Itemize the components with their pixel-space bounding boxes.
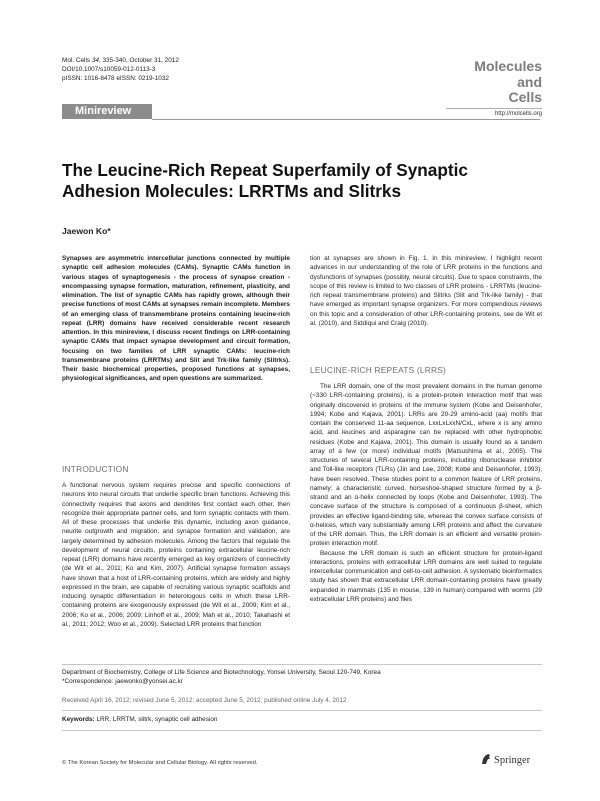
volume: 34 bbox=[91, 57, 99, 64]
section-heading-lrr: LEUCINE-RICH REPEATS (LRRS) bbox=[310, 365, 447, 375]
logo-line-3: Cells bbox=[508, 89, 542, 105]
logo-line-2: and bbox=[517, 73, 542, 90]
journal-citation bbox=[62, 56, 179, 84]
logo-line-1: Molecules bbox=[474, 58, 542, 74]
springer-wordmark: Springer bbox=[494, 755, 531, 766]
correspondence: *Correspondence: jaewonko@yonsei.ac.kr bbox=[62, 678, 183, 686]
intro-continuation bbox=[310, 254, 542, 328]
abstract-text: Synapses are asymmetric intercellular junctions connected by multiple synaptic cell adhesion molecules (CAMs). Synaptic CAMs function in various stages of synaptogenesis - the process of synapse creation - encompassing synapse formation, maturation, refinement, plasticity, and elimination. The list of synaptic CAMs has rapidly grown, although their precise functions of most CAMs at synapses remain incomplete. Members of an emerging class of transmembrane proteins containing leucine-rich repeat (LRR) domains have received considerable recent research attention. In this minireview, I discuss recent findings on LRR-containing synaptic CAMs that impact synapse development and circuit formation, focusing on two families of LRR synaptic CAMs: leucine-rich transmembrane proteins (LRRTMs) and Slit and Trk-like family (Slitrks). Their basic biochemical properties, proposed functions at synapses, physiological significances, and open questions are summarized. bbox=[62, 255, 290, 383]
lrr-paragraph-2: Because the LRR domain is such an efficient structure for protein-ligand interactions, proteins with extracellular LRR domains are well suited to regulate intercellular communication and cell-to-cell adhesion. A systematic bioinformatics study has shown that extracellular LRR domain-containing proteins have greatly expanded in mammals (135 in mouse, 139 in human) compared with worms (29 extracellular LRR proteins) and flies bbox=[310, 549, 542, 603]
dates-divider bbox=[62, 710, 542, 711]
keywords-list: LRR, LRRTM, slitrk, synaptic cell adhesion bbox=[94, 716, 218, 723]
affiliation: Department of Biochemistry, College of Life Science and Biotechnology, Yonsei University, Seoul 120-749, Korea bbox=[62, 669, 381, 676]
publisher-logo bbox=[480, 753, 530, 768]
lrr-paragraph-1: The LRR domain, one of the most prevalent domains in the human genome (~330 LRR-containing proteins), is a protein-protein interaction motif that was originally discovered in proteins of the immune system (Kobe and Deisenhofer, 1994; Kobe and Kajava, 2001). LRRs are 20-29 amino-acid (aa) motifs that contain the conserved 11-aa sequence, LxxLxLxxN/CxL, where x is any amino acid, and leucines and asparagine can be replaced with other hydrophobic residues (Kobe and Kajava, 2001). This domain is usually found as a tandem array of a few (or more) individual motifs (Matsushima et al., 2005). The structures of several LRR-containing proteins, including ribonuclease inhibitor and Toll-like receptors (TLRs) (Jin and Lee, 2008; Kobe and Deisenhofer, 1993), have been resolved. These studies point to a common feature of LRR proteins, namely: a characteristic curved, horseshoe-shaped structure formed by a β-strand and an α-helix connected by loops (Kobe and Deisenhofer, 1993). The concave surface of the structure is composed of a continuous β-sheet, which provides an effective ligand-binding site, whereas the convex surface consists of α-helices, which vary substantially among LRR proteins and affect the curvature of the LRR domain. Thus, the LRR domain is an efficient and versatile protein-protein interaction motif. bbox=[310, 383, 542, 548]
author-name: Jaewon Ko* bbox=[62, 226, 111, 236]
intro-paragraph: A functional nervous system requires precise and specific connections of neurons into neural circuits that underlie specific brain functions. Achieving this connectivity requires that axons and dendrites first contact each other, then recognize their appropriate partner cells, and form synaptic contacts with them. All of these processes that underlie this dynamic, including axon guidance, neurite outgrowth and migration, and synapse formation and validation, are largely determined by adhesion molecules. Among the factors that regulate the development of neural circuits, proteins containing extracellular leucine-rich repeat (LRR) domains have recently emerged as key organizers of connectivity (de Wit et al., 2011; Ko and Kim, 2007). Artificial synapse formation assays have shown that a host of LRR-containing proteins, which are widely and highly expressed in the brain, are capable of recruiting various synaptic scaffolds and inducing synaptic differentiation in heterologous cells in which these LRR-containing proteins are exogenously expressed (de Wit et al., 2009; Kim et al., 2006; Ko et al., 2006; 2009; Linhoff et al., 2009; Mah et al., 2010; Takahashi et al., 2011; 2012; Woo et al., 2009). Selected LRR proteins that function bbox=[62, 482, 290, 628]
springer-horse-icon bbox=[480, 753, 492, 768]
journal-url: http://molcells.org bbox=[446, 108, 542, 117]
journal-logo bbox=[446, 59, 542, 117]
intro-continuation-text: tion at synapses are shown in Fig. 1. In this minireview, I highlight recent advances in our understanding of the role of LRR proteins in the functions and dysfunctions of synapses (possibly, neural circuits). Due to space constraints, the scope of this review is limited to two classes of LRR proteins - LRRTMs (leucine-rich repeat transmembrane proteins) and Slitrks (Slit and Trk-like family) - that have emerged as important synapse organizers. For more compendious reviews on this topic and a consideration of other LRR-containing proteins, see de Wit et al. (2010), and Siddiqui and Craig (2010). bbox=[310, 255, 542, 327]
keywords-label: Keywords: bbox=[62, 716, 95, 723]
header-divider bbox=[152, 119, 540, 120]
article-type-badge: Minireview bbox=[62, 104, 152, 119]
affiliation-block bbox=[62, 668, 381, 686]
introduction-body bbox=[62, 481, 290, 629]
keywords bbox=[62, 716, 217, 723]
lrr-body bbox=[310, 382, 542, 604]
issn: pISSN: 1016-8478 eISSN: 0219-1032 bbox=[62, 75, 169, 83]
article-title: The Leucine-Rich Repeat Superfamily of Synaptic Adhesion Molecules: LRRTMs and Slitrks bbox=[62, 160, 468, 201]
section-heading-introduction: INTRODUCTION bbox=[62, 464, 129, 474]
footer-divider bbox=[62, 664, 542, 665]
citation-line: Mol. Cells 34, 335-340, October 31, 2012 bbox=[62, 57, 179, 64]
doi: DOI/10.1007/s10059-012-0113-3 bbox=[62, 66, 156, 74]
keywords-divider bbox=[62, 730, 542, 731]
received-dates: Received April 16, 2012; revised June 5, 2012; accepted June 5, 2012; published online July 4, 2012 bbox=[62, 697, 347, 704]
copyright-notice: © The Korean Society for Molecular and Cellular Biology. All rights reserved. bbox=[62, 760, 258, 766]
abstract bbox=[62, 254, 290, 384]
